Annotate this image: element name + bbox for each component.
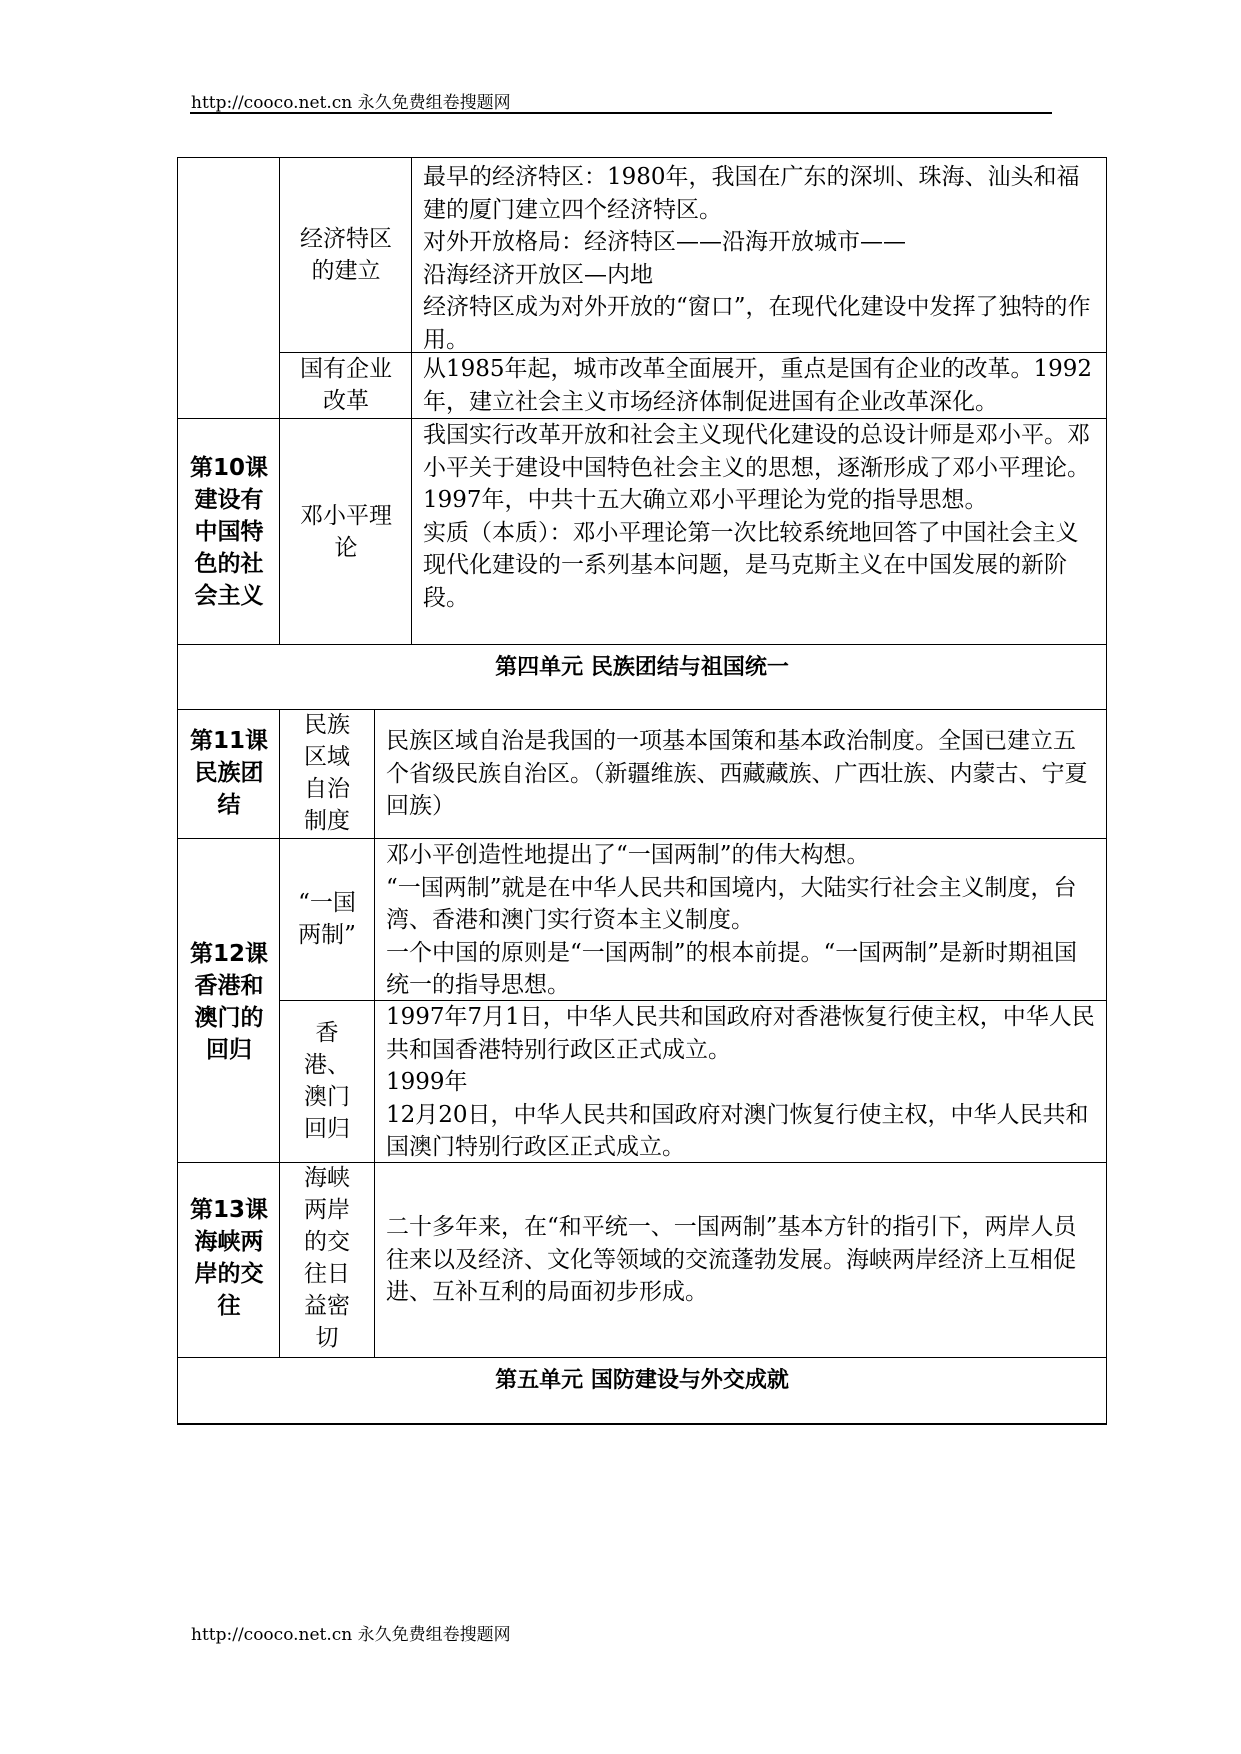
lesson-13-title: 第13课海峡两岸的交往: [189, 1197, 268, 1319]
unit-5-title: 第五单元 国防建设与外交成就: [495, 1368, 789, 1393]
unit-4-title: 第四单元 民族团结与祖国统一: [495, 655, 789, 680]
content-gyqy: 从1985年起，城市改革全面展开，重点是国有企业的改革。1992年，建立社会主义市场经济体制促进国有企业改革深化。: [423, 356, 1093, 415]
header-rule: [190, 112, 1052, 114]
content-l12-1: 邓小平创造性地提出了“一国两制”的伟大构想。 “一国两制”就是在中华人民共和国境内，大陆实行社会主义制度，台湾、香港和澳门实行资本主义制度。 一个中国的原则是“一国两制”的根本前提。“一国两制”是新时期祖国统一的指导思想。: [386, 842, 1078, 998]
content-jjtq: 最早的经济特区：1980年，我国在广东的深圳、珠海、汕头和福建的厦门建立四个经济特区。 对外开放格局：经济特区——沿海开放城市—— 沿海经济开放区—内地 经济特区成为对外开放的“窗口”，在现代化建设中发挥了独特的作用。: [423, 164, 1091, 353]
content-l12-2: 1997年7月1日，中华人民共和国政府对香港恢复行使主权，中华人民共和国香港特别行政区正式成立。 1999年 12月20日，中华人民共和国政府对澳门恢复行使主权，中华人民共和国澳门特别行政区正式成立。: [386, 1004, 1095, 1160]
content-l10: 我国实行改革开放和社会主义现代化建设的总设计师是邓小平。邓小平关于建设中国特色社会主义的思想，逐渐形成了邓小平理论。1997年，中共十五大确立邓小平理论为党的指导思想。 实质（本质）：邓小平理论第一次比较系统地回答了中国社会主义现代化建设的一系列基本问题，是马克斯主义在中国发展的新阶段。: [423, 422, 1090, 611]
page-footer-url: http://cooco.net.cn 永久免费组卷搜题网: [191, 1625, 511, 1645]
topic-l12-1: “一国两制”: [298, 890, 356, 948]
page-header-url: http://cooco.net.cn 永久免费组卷搜题网: [191, 93, 511, 113]
content-l11: 民族区域自治是我国的一项基本国策和基本政治制度。全国已建立五个省级民族自治区。（新疆维族、西藏藏族、广西壮族、内蒙古、宁夏回族）: [386, 728, 1088, 819]
topic-l12-2: 香港、澳门回归: [304, 1020, 350, 1142]
topic-l13: 海峡两岸的交往日益密切: [304, 1165, 350, 1351]
lesson-11-title: 第11课民族团结: [189, 728, 268, 818]
topic-gyqy: 国有企业改革: [300, 356, 392, 414]
lesson-10-title: 第10课建设有中国特色的社会主义: [189, 455, 268, 609]
lesson-cell-empty: [177, 157, 280, 419]
topic-jjtq: 经济特区的建立: [300, 226, 392, 284]
lesson-12-title: 第12课香港和澳门的回归: [189, 941, 268, 1063]
topic-l11: 民族区域自治制度: [304, 712, 350, 834]
content-l13: 二十多年来，在“和平统一、一国两制”基本方针的指引下，两岸人员往来以及经济、文化等领域的交流蓬勃发展。海峡两岸经济上互相促进、互补互利的局面初步形成。: [386, 1214, 1077, 1305]
topic-l10: 邓小平理论: [300, 503, 392, 561]
